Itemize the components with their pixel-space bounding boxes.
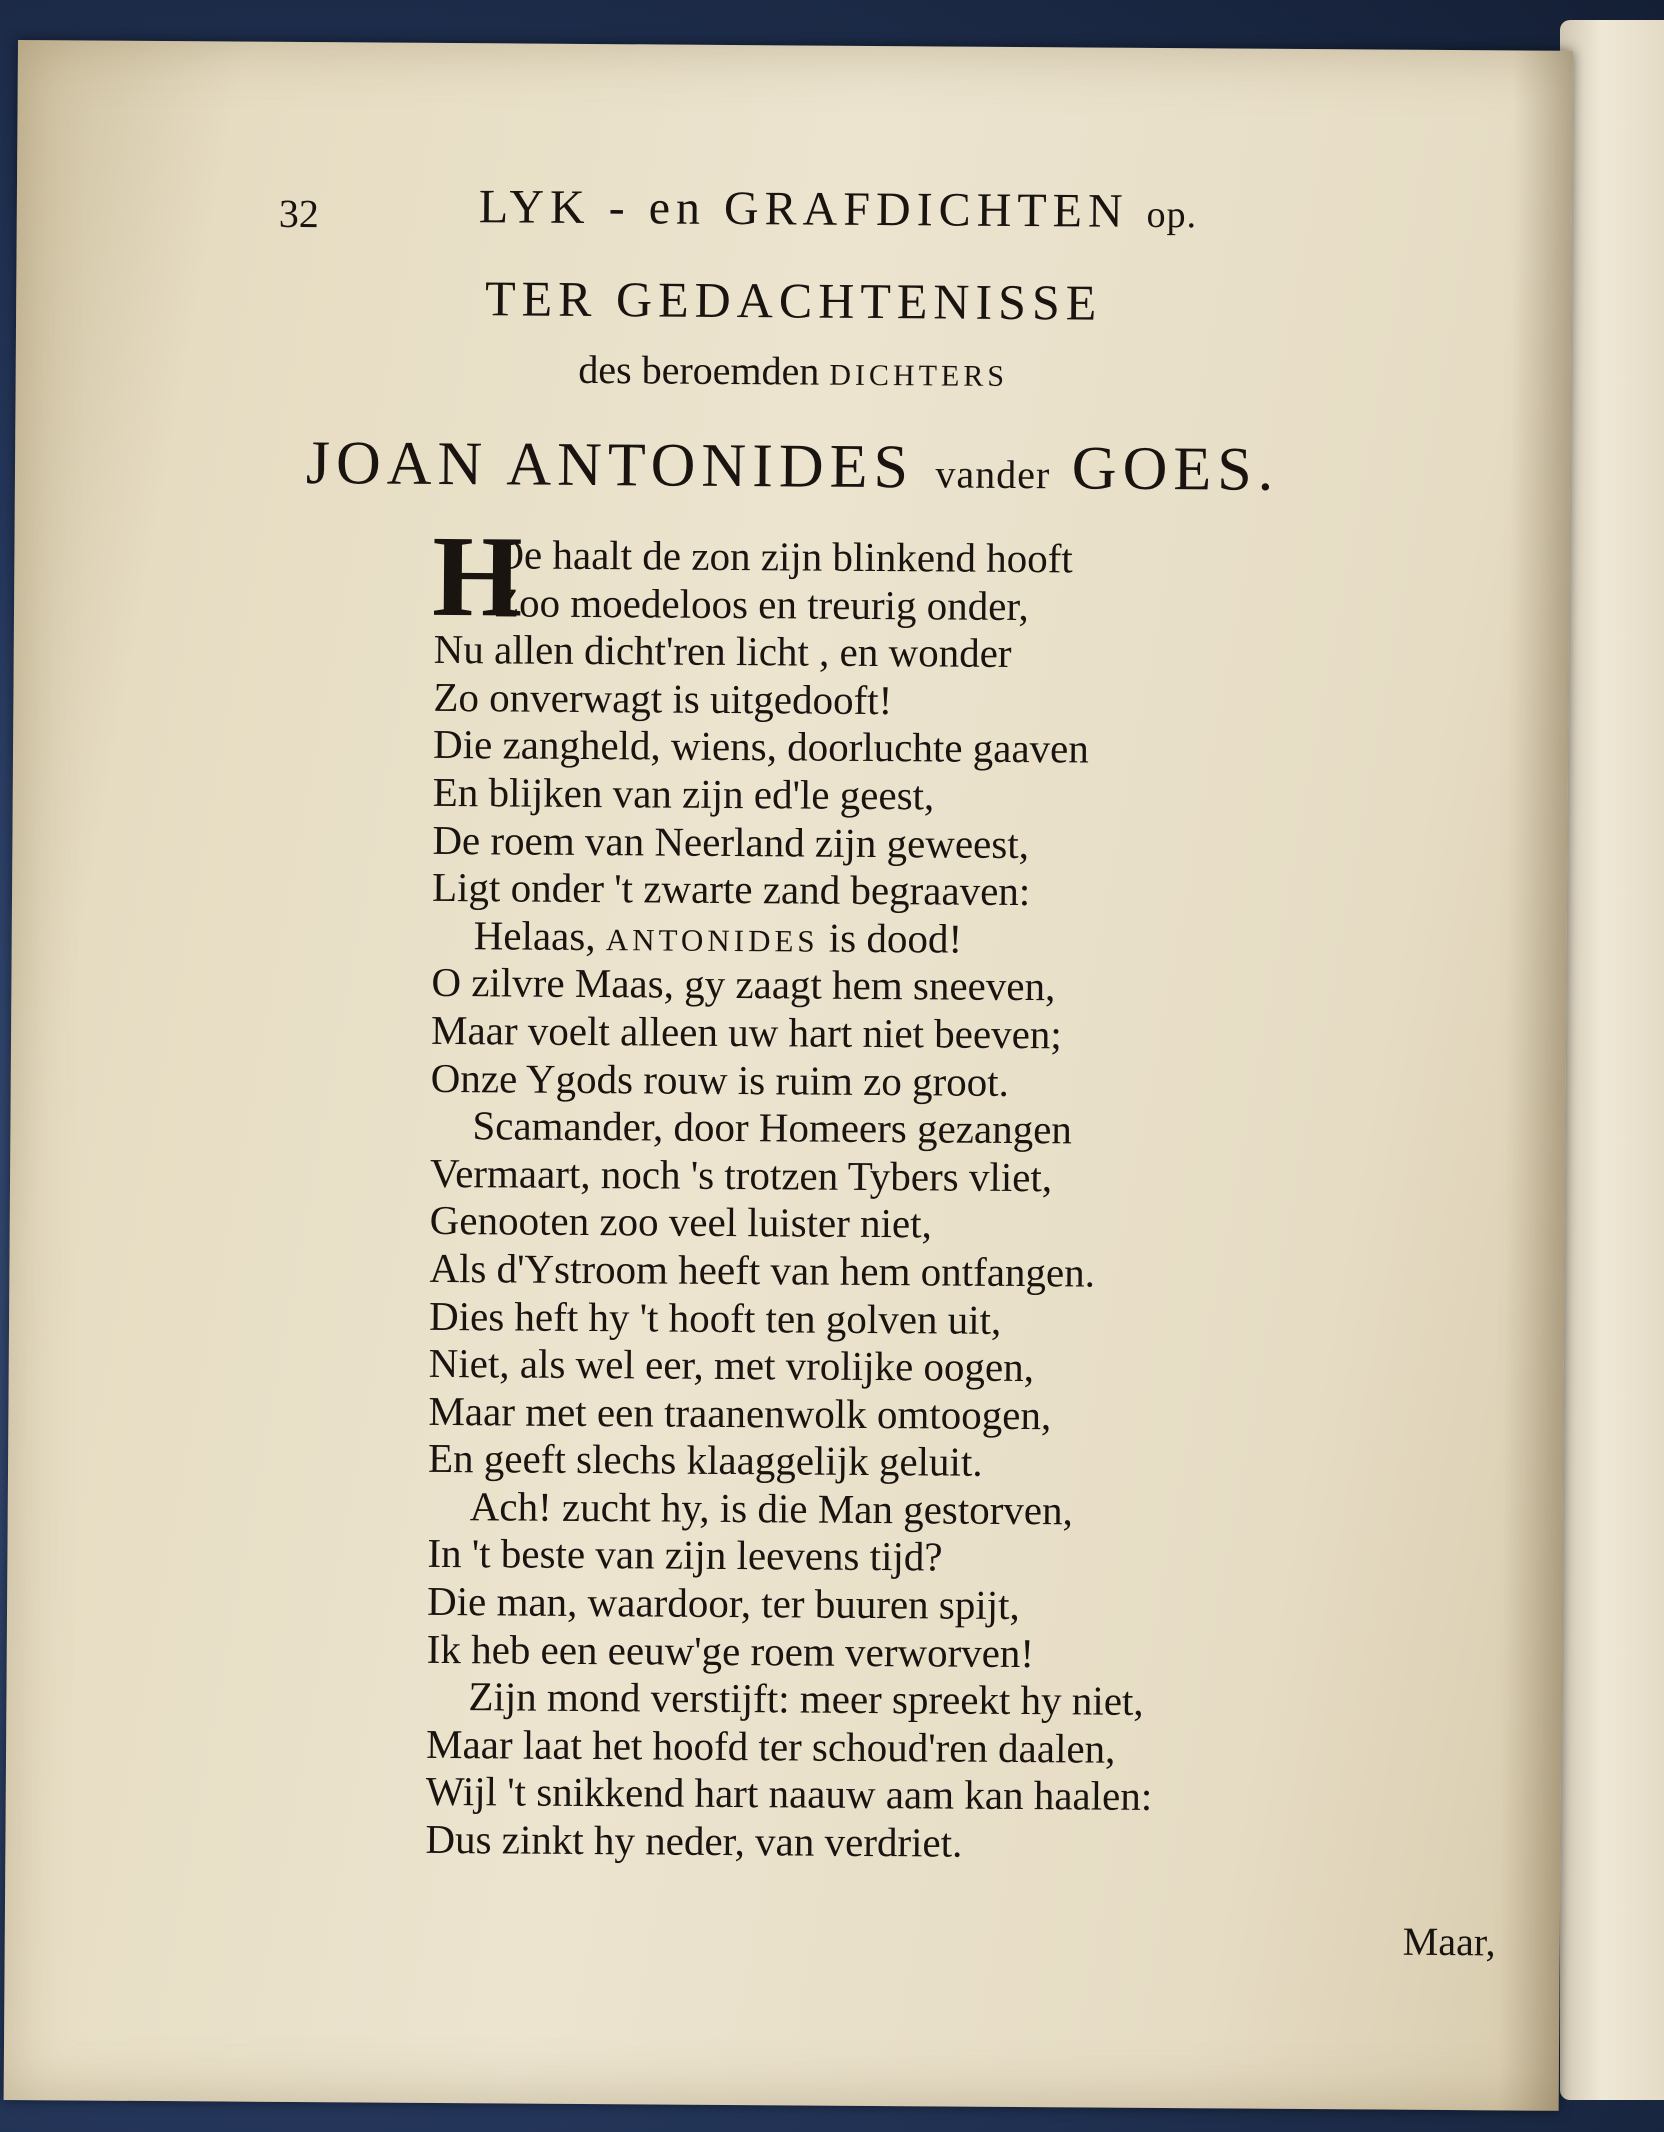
poem-line: Dus zinkt hy neder, van verdriet. [425,1815,963,1866]
book-page [4,40,1573,2111]
poem-line: Die zangheld, wiens, doorluchte gaaven [432,721,1090,772]
heading-poet-name [15,426,1570,508]
catchword: Maar, [1402,1918,1496,1965]
poem-line: Genooten zoo veel luister niet, [429,1197,933,1247]
poem-line: En geeft slechs klaaggelijk geluit. [427,1435,983,1486]
running-title [479,179,1198,239]
poem-line: Wijl 't snikkend hart naauw aam kan haalen: [425,1768,1153,1820]
poet-name-particle: vander [935,451,1051,498]
poem-line: Ik heb een eeuw'ge roem verworven! [426,1625,1035,1676]
drop-cap: H [431,512,523,642]
running-title-main: LYK - en GRAFDICHTEN [478,180,1129,238]
poem-line: Oe haalt de zon zijn blinkend hooft [494,531,1073,582]
poem-line: Nu allen dicht'ren licht , en wonder [433,626,1012,677]
poem-line: Die man, waardoor, ter buuren spijt, [426,1577,1020,1629]
poem-body [425,512,1434,1871]
facing-page-edge [1560,20,1664,2100]
poem-line: O zilvre Maas, gy zaagt hem sneeven, [431,959,1056,1010]
heading-line-2-caps: DICHTERS [829,358,1009,393]
poem-line: In 't beste van zijn leevens tijd? [427,1530,943,1580]
poem-line: Zijn mond verstijft: meer spreekt hy niet, [468,1673,1144,1725]
poem-line: Dies heft hy 't hooft ten golven uit, [428,1292,1002,1343]
poem-line: Onze Ygods rouw is ruim zo groot. [430,1054,1010,1105]
poem-line: Ligt onder 't zwarte zand begraaven: [431,864,1031,915]
heading-line-1: TER GEDACHTENISSE [484,270,1103,331]
heading-line-2-pre: des beroemden [578,346,820,394]
poem-line: Vermaart, noch 's trotzen Tybers vliet, [429,1149,1053,1200]
poem-line: De roem van Neerland zijn geweest, [432,816,1030,867]
poem-line [432,912,1432,967]
poem-line: Zo onverwagt is uitgedooft! [433,673,893,723]
poet-name: JOAN ANTONIDES [305,429,915,502]
helaas-name: ANTONIDES [605,921,819,959]
poem-opening [431,512,1435,642]
running-head [17,136,1573,238]
poem-line: Scamander, door Homeers gezangen [472,1102,1073,1153]
poem-line: Maar laat het hoofd ter schoud'ren daalen, [425,1720,1116,1772]
helaas-pre: Helaas, [473,911,596,959]
poem-line: Maar met een traanenwolk omtoogen, [428,1387,1052,1438]
heading-line-2 [16,342,1571,400]
poem-line: Niet, als wel eer, met vrolijke oogen, [428,1339,1035,1391]
page-number: 32 [278,190,319,237]
drop-cap-lines [494,531,1073,630]
poem-line: Maar voelt alleen uw hart niet beeven; [430,1006,1062,1058]
running-title-tail: op. [1146,193,1198,237]
poet-surname: GOES. [1071,434,1280,504]
poem-line: Als d'Ystroom heeft van hem ontfangen. [429,1244,1096,1296]
helaas-post: is dood! [828,914,963,962]
poem-line: En blijken van zijn ed'le geest, [432,768,935,819]
poem-line: Zoo moedeloos en treurig onder, [493,578,1029,629]
poem-line: Ach! zucht hy, is die Man gestorven, [469,1483,1073,1534]
